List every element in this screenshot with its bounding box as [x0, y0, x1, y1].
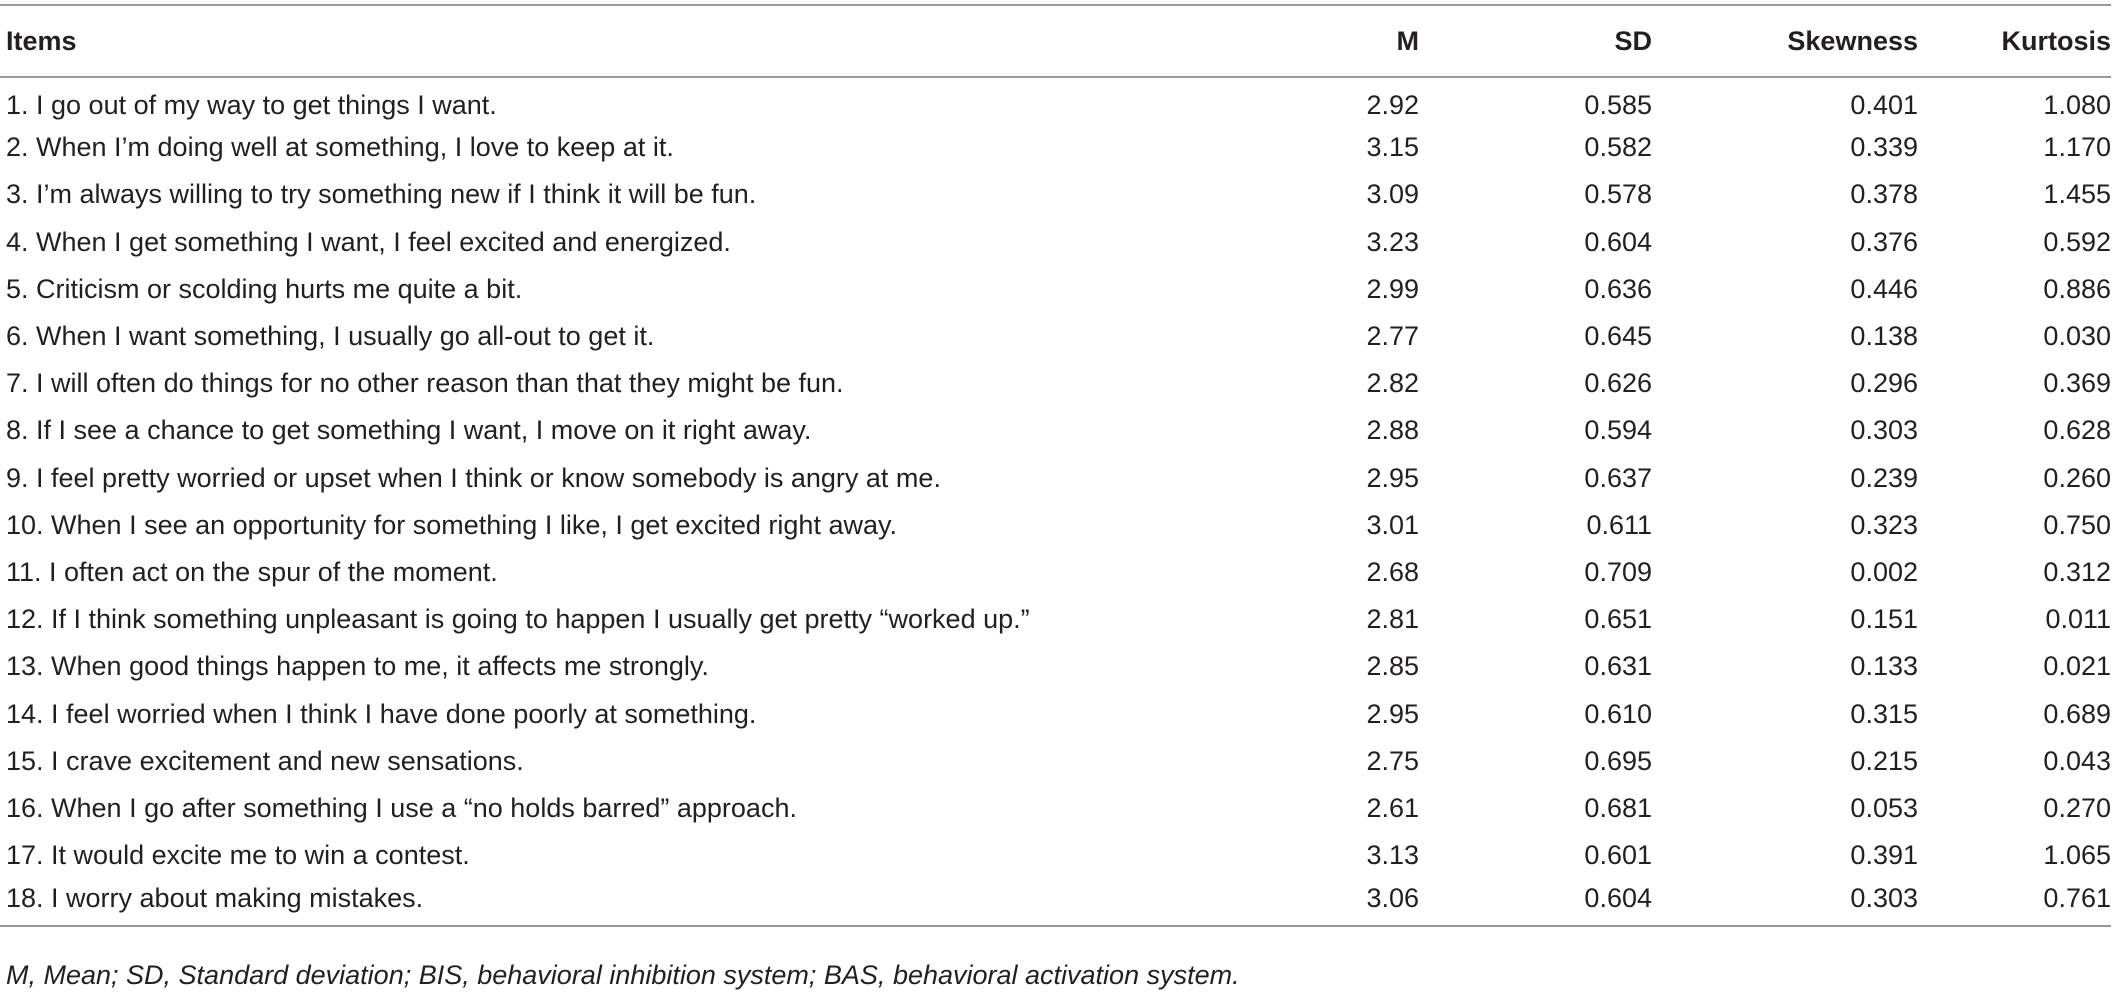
cell-sd: 0.601: [1584, 840, 1652, 871]
table-row: [0, 785, 2111, 832]
table-row: [0, 360, 2111, 407]
table-row: [0, 549, 2111, 596]
cell-item: 18. I worry about making mistakes.: [0, 879, 1297, 926]
cell-skewness: 0.376: [1850, 226, 1918, 257]
cell-skewness: 0.151: [1850, 604, 1918, 635]
cell-skewness: 0.378: [1850, 179, 1918, 210]
table-row: [0, 313, 2111, 360]
cell-skewness: 0.446: [1850, 273, 1918, 304]
cell-item: 7. I will often do things for no other reason than that they might be fun.: [6, 368, 844, 399]
cell-sd: 0.582: [1584, 132, 1652, 163]
cell-skewness: 0.133: [1850, 651, 1918, 682]
cell-skewness: 0.391: [1850, 840, 1918, 871]
cell-kurtosis: 0.689: [2043, 698, 2111, 729]
cell-kurtosis: 0.021: [2043, 651, 2111, 682]
cell-skewness: 0.339: [1850, 132, 1918, 163]
table-row: [0, 502, 2111, 549]
descriptive-statistics-table: [0, 4, 2111, 927]
cell-kurtosis: 1.170: [2043, 132, 2111, 163]
cell-sd: 0.626: [1584, 368, 1652, 399]
cell-m: 2.95: [1366, 462, 1419, 493]
cell-m: 2.88: [1366, 415, 1419, 446]
cell-m: 2.82: [1366, 368, 1419, 399]
cell-item: 14. I feel worried when I think I have done poorly at something.: [6, 698, 757, 729]
table-row: [0, 832, 2111, 879]
cell-item: 1. I go out of my way to get things I want.: [6, 89, 497, 120]
cell-item: 11. I often act on the spur of the moment.: [6, 556, 498, 587]
header-m: M: [1297, 5, 1419, 77]
cell-item: 5. Criticism or scolding hurts me quite a bit.: [6, 273, 523, 304]
table-row: [0, 407, 2111, 454]
cell-item: 17. It would excite me to win a contest.: [6, 840, 470, 871]
cell-kurtosis: 1.455: [2043, 179, 2111, 210]
cell-sd: 0.636: [1584, 273, 1652, 304]
cell-skewness: 0.315: [1850, 698, 1918, 729]
header-row: [0, 5, 2111, 77]
cell-m: 2.99: [1366, 273, 1419, 304]
header-items: Items: [0, 5, 1297, 77]
cell-item: 2. When I’m doing well at something, I love to keep at it.: [6, 132, 674, 163]
table-row: [0, 738, 2111, 785]
cell-kurtosis: 0.312: [2043, 556, 2111, 587]
cell-skewness: 0.002: [1850, 556, 1918, 587]
cell-sd: 0.681: [1584, 792, 1652, 823]
cell-sd: 0.709: [1584, 556, 1652, 587]
cell-sd: 0.631: [1584, 651, 1652, 682]
table-row: [0, 171, 2111, 218]
cell-kurtosis: 0.886: [2043, 273, 2111, 304]
cell-sd: 0.585: [1584, 89, 1652, 120]
cell-m: 2.81: [1366, 604, 1419, 635]
cell-kurtosis: 0.628: [2043, 415, 2111, 446]
cell-sd: 0.637: [1584, 462, 1652, 493]
cell-kurtosis: 0.270: [2043, 792, 2111, 823]
cell-kurtosis: 1.080: [2043, 89, 2111, 120]
table-header: [0, 5, 2111, 77]
cell-sd: 0.594: [1584, 415, 1652, 446]
table-row: [0, 643, 2111, 690]
cell-skewness: 0.323: [1850, 509, 1918, 540]
cell-m: 2.92: [1366, 89, 1419, 120]
cell-kurtosis: 0.030: [2043, 321, 2111, 352]
table-row: [0, 124, 2111, 171]
cell-item: 6. When I want something, I usually go all-out to get it.: [6, 321, 655, 352]
cell-sd: 0.578: [1584, 179, 1652, 210]
table-body: [0, 77, 2111, 926]
cell-skewness: 0.303: [1652, 879, 1918, 926]
cell-m: 3.01: [1366, 509, 1419, 540]
cell-skewness: 0.401: [1850, 89, 1918, 120]
cell-item: 15. I crave excitement and new sensations.: [6, 745, 524, 776]
table-row: [0, 455, 2111, 502]
cell-kurtosis: 0.750: [2043, 509, 2111, 540]
cell-m: 2.75: [1366, 745, 1419, 776]
cell-skewness: 0.215: [1850, 745, 1918, 776]
cell-m: 2.61: [1366, 792, 1419, 823]
cell-sd: 0.604: [1584, 226, 1652, 257]
cell-m: 3.13: [1366, 840, 1419, 871]
cell-m: 3.06: [1297, 879, 1419, 926]
cell-item: 13. When good things happen to me, it affects me strongly.: [6, 651, 709, 682]
cell-sd: 0.695: [1584, 745, 1652, 776]
cell-item: 16. When I go after something I use a “no holds barred” approach.: [6, 792, 797, 823]
header-sd: SD: [1419, 5, 1652, 77]
cell-sd: 0.604: [1419, 879, 1652, 926]
cell-item: 8. If I see a chance to get something I want, I move on it right away.: [6, 415, 812, 446]
header-kurtosis: Kurtosis: [1918, 5, 2111, 77]
cell-sd: 0.645: [1584, 321, 1652, 352]
cell-skewness: 0.138: [1850, 321, 1918, 352]
cell-sd: 0.611: [1586, 509, 1652, 540]
table-row: [0, 596, 2111, 643]
cell-kurtosis: 0.011: [2045, 604, 2111, 635]
cell-m: 2.85: [1366, 651, 1419, 682]
table-row: [0, 77, 2111, 124]
cell-m: 2.77: [1366, 321, 1419, 352]
cell-kurtosis: 0.761: [1918, 879, 2111, 926]
cell-skewness: 0.053: [1850, 792, 1918, 823]
cell-item: 3. I’m always willing to try something new if I think it will be fun.: [6, 179, 757, 210]
cell-item: 10. When I see an opportunity for something I like, I get excited right away.: [6, 509, 897, 540]
cell-skewness: 0.296: [1850, 368, 1918, 399]
cell-kurtosis: 0.369: [2043, 368, 2111, 399]
header-skewness: Skewness: [1652, 5, 1918, 77]
cell-skewness: 0.303: [1850, 415, 1918, 446]
table-row: [0, 879, 2111, 926]
cell-m: 3.15: [1366, 132, 1419, 163]
cell-m: 3.23: [1366, 226, 1419, 257]
table-footnote: M, Mean; SD, Standard deviation; BIS, behavioral inhibition system; BAS, behavioral activation system.: [6, 960, 1240, 990]
cell-sd: 0.651: [1584, 604, 1652, 635]
cell-kurtosis: 1.065: [2043, 840, 2111, 871]
table-row: [0, 219, 2111, 266]
cell-m: 2.95: [1366, 698, 1419, 729]
cell-sd: 0.610: [1584, 698, 1652, 729]
cell-item: 9. I feel pretty worried or upset when I think or know somebody is angry at me.: [6, 462, 941, 493]
cell-item: 12. If I think something unpleasant is going to happen I usually get pretty “worked up.”: [6, 604, 1030, 635]
cell-kurtosis: 0.592: [2043, 226, 2111, 257]
cell-skewness: 0.239: [1850, 462, 1918, 493]
cell-kurtosis: 0.043: [2043, 745, 2111, 776]
cell-m: 2.68: [1366, 556, 1419, 587]
cell-kurtosis: 0.260: [2043, 462, 2111, 493]
cell-item: 4. When I get something I want, I feel excited and energized.: [6, 226, 731, 257]
table-row: [0, 266, 2111, 313]
table-row: [0, 690, 2111, 737]
cell-m: 3.09: [1366, 179, 1419, 210]
